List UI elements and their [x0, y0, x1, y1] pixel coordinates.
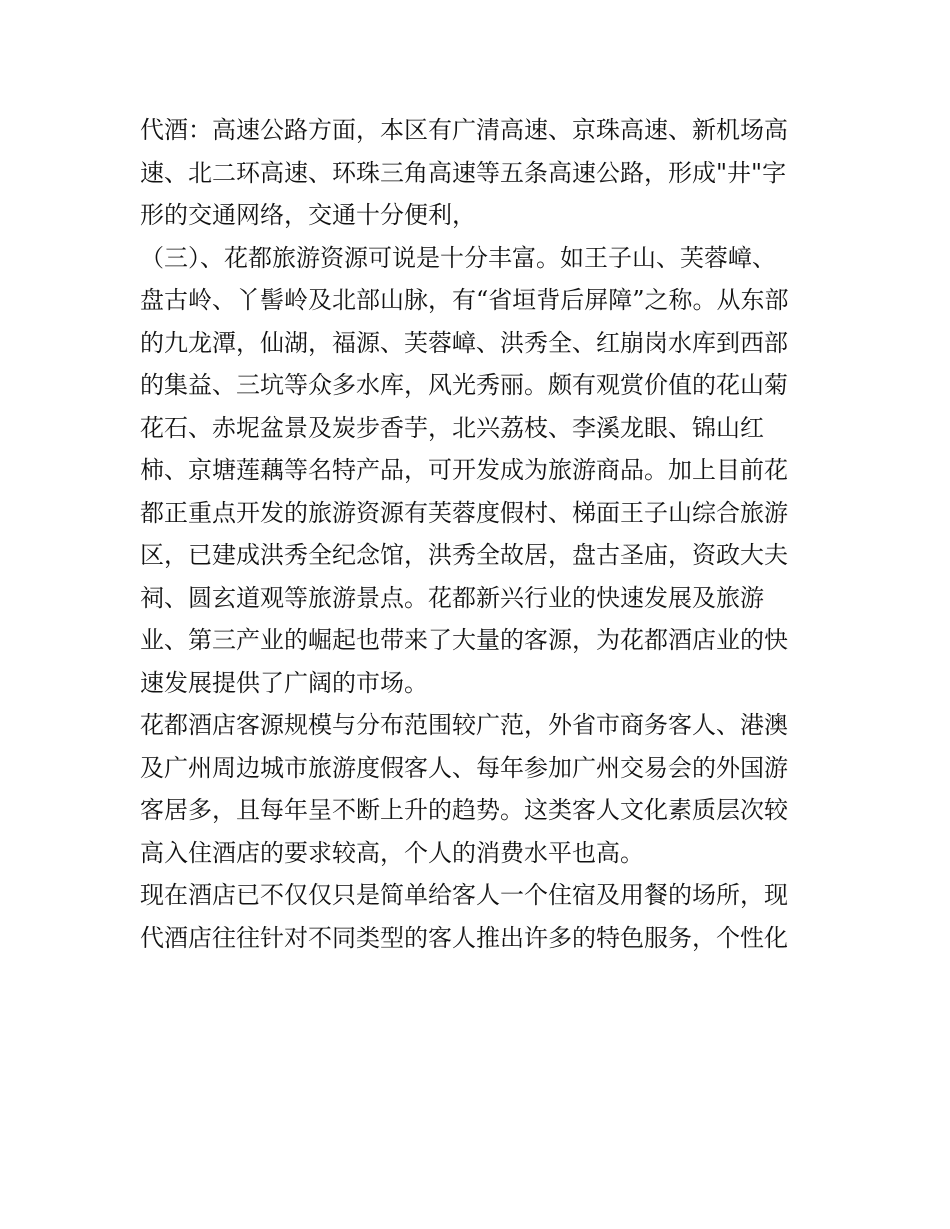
text-line: 花都酒店客源规模与分布范围较广范，外省市商务客人、港澳: [140, 711, 788, 739]
text-line: 都正重点开发的旅游资源有芙蓉度假村、梯面王子山综合旅游: [140, 498, 788, 527]
paragraph-modern-hotels: [140, 874, 820, 959]
document-body: [140, 109, 820, 959]
text-line: 高入住酒店的要求较高，个人的消费水平也高。: [140, 838, 644, 867]
text-line: 速、北二环高速、环珠三角高速等五条高速公路，形成"井"字: [140, 158, 787, 187]
text-line: 花石、赤坭盆景及炭步香芋，北兴荔枝、李溪龙眼、锦山红: [140, 413, 764, 442]
text-line: 形的交通网络，交通十分便利，: [140, 201, 476, 229]
text-line: （三）、花都旅游资源可说是十分丰富。如王子山、芙蓉嶂、: [140, 243, 776, 272]
text-line: 柿、京塘莲藕等名特产品，可开发成为旅游商品。加上目前花: [140, 456, 788, 484]
text-line: 的集益、三坑等众多水库，风光秀丽。颇有观赏价值的花山菊: [140, 371, 788, 399]
text-line: 祠、圆玄道观等旅游景点。花都新兴行业的快速发展及旅游: [140, 583, 764, 612]
paragraph-guest-sources: [140, 704, 820, 874]
text-line: 业、第三产业的崛起也带来了大量的客源，为花都酒店业的快: [140, 626, 788, 654]
text-line: 盘古岭、丫髻岭及北部山脉，有“省垣背后屏障”之称。从东部: [140, 286, 789, 314]
text-line: 区，已建成洪秀全纪念馆，洪秀全故居，盘古圣庙，资政大夫: [140, 541, 788, 569]
text-line: 现在酒店已不仅仅只是简单给客人一个住宿及用餐的场所，现: [140, 881, 788, 909]
text-line: 代酒店往往针对不同类型的客人推出许多的特色服务，个性化: [140, 923, 788, 952]
text-line: 速发展提供了广阔的市场。: [140, 668, 428, 697]
text-line: 及广州周边城市旅游度假客人、每年参加广州交易会的外国游: [140, 753, 788, 782]
paragraph-transport: [140, 109, 820, 237]
paragraph-tourism-resources: [140, 237, 820, 705]
text-line: 的九龙潭，仙湖，福源、芙蓉嶂、洪秀全、红崩岗水库到西部: [140, 328, 788, 357]
text-line: 客居多，且每年呈不断上升的趋势。这类客人文化素质层次较: [140, 796, 788, 824]
text-line: 代酒：高速公路方面，本区有广清高速、京珠高速、新机场高: [140, 116, 788, 144]
